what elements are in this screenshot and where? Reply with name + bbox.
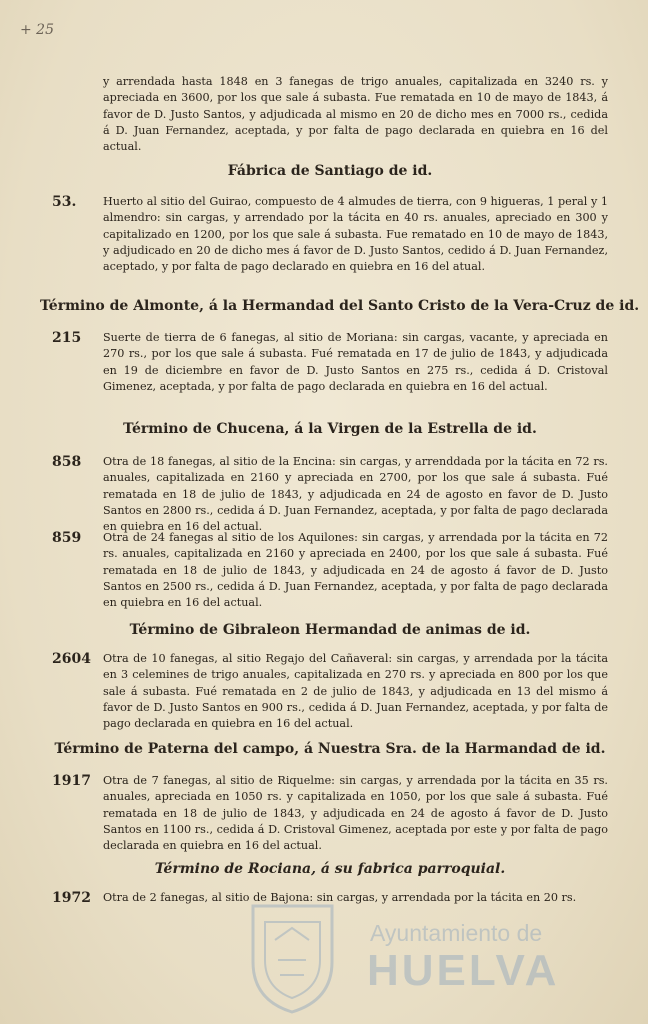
entry-number: 1917 [52,773,91,789]
entry-text: Otra de 10 fanegas, al sitio Regajo del Cañaveral: sin cargas, y arrendada por la tácita en 3 celemines de trigo anuales, capitalizada en 270 rs. y apreciada en 800 por los que sale á subasta. Fué rematada en 2 de julio de 1843, y adjudicada en 13 del mismo á favor de D. Justo Santos en 900 rs., cedida á D. Juan Fernandez, aceptada, y por falta de pago declarada en quiebra en 16 del actual. [103,652,608,731]
entry-number: 859 [52,530,82,546]
entry-text: Huerto al sitio del Guirao, compuesto de 4 almudes de tierra, con 9 higueras, 1 peral y 1 almendro: sin cargas, y arrendado por la tácita en 40 rs. anuales, apreciado en 300 y capitalizado en 1200, por los que sale á subasta. Fue rematado en 10 de mayo de 1843, y adjudicado en 20 de dicho mes á favor de D. Justo Santos, cedido á D. Juan Fernandez, aceptado, y por falta de pago declarado en quiebra en 16 del atual. [103,195,608,274]
entry-text: Suerte de tierra de 6 fanegas, al sitio de Moriana: sin cargas, vacante, y apreciada en 270 rs., por los que sale á subasta. Fué rematada en 17 de julio de 1843, y adjudicada en 19 de diciembre en favor de D. Justo Santos en 275 rs., cedida á D. Cristoval Gimenez, aceptada, y por falta de pago declarada en quiebra en 16 del actual. [103,331,608,393]
section-heading: Fábrica de Santiago de id. [227,163,433,179]
section-heading: Término de Paterna del campo, á Nuestra Sra. de la Harmandad de id. [54,741,606,757]
entry-number: 2604 [52,651,91,667]
watermark-line1: Ayuntamiento de [370,920,543,946]
entry-number: 53. [52,194,77,210]
entry-number: 215 [52,330,82,346]
watermark-line2: HUELVA [367,946,560,995]
section-heading: Término de Gibraleon Hermandad de animas de id. [129,622,531,638]
watermark [245,900,625,1020]
entry-text: Otra de 24 fanegas al sitio de los Aquilones: sin cargas, y arrendada por la tácita en 72 rs. anuales, capitalizada en 2160 y apreciada en 2400, por los que sale á subasta. Fué rematada en 18 de julio de 1843, y adjudicada en 24 de agosto á favor de D. Justo Santos en 2500 rs., cedida á D. Juan Fernandez, aceptada, y por falta de pago declarada en quiebra en 16 del actual. [103,531,608,610]
entry-text: Otra de 2 fanegas, al sitio de Bajona: sin cargas, y arrendada por la tácita en 20 rs. [103,891,577,904]
entry-text: Otra de 7 fanegas, al sitio de Riquelme: sin cargas, y arrendada por la tácita en 35 rs. anuales, apreciada en 1050 rs. y capitalizada en 1050, por los que sale á subasta. Fué rematada en 18 de julio de 1843, y adjudicada en 24 de agosto á favor de D. Justo Santos en 1100 rs., cedida á D. Cristoval Gimenez, aceptada por este y por falta de pago declarada en quiebra en 16 del actual. [103,774,608,853]
entry-text: Otra de 18 fanegas, al sitio de la Encina: sin cargas, y arrenddada por la tácita en 72 rs. anuales, capitalizada en 2160 y apreciada en 2700, por los que sale á subasta. Fué rematada en 18 de julio de 1843, y adjudicada en 24 de agosto en favor de D. Justo Santos en 2800 rs., cedida á D. Juan Fernandez, aceptada, y por falta de pago declarada en quiebra en 16 del actual. [103,455,608,534]
section-heading: Término de Chucena, á la Virgen de la Estrella de id. [123,421,537,437]
entry-number: 858 [52,454,82,470]
coat-of-arms-icon [245,900,340,1015]
section-heading: Término de Rociana, á su fabrica parroquial. [154,861,506,877]
section-heading: Término de Almonte, á la Hermandad del Santo Cristo de la Vera-Cruz de id. [40,298,640,314]
margin-marks: + 25 [20,22,54,38]
continued-paragraph: y arrendada hasta 1848 en 3 fanegas de trigo anuales, capitalizada en 3240 rs. y apreciada en 3600, por los que sale á subasta. Fue rematada en 10 de mayo de 1843, á favor de D. Justo Santos, y adjudicada al mismo en 20 de dicho mes en 7000 rs., cedida á D. Juan Fernandez, aceptada, y por falta de pago declarada en quiebra en 16 del actual. [103,75,608,154]
entry-number: 1972 [52,890,91,906]
